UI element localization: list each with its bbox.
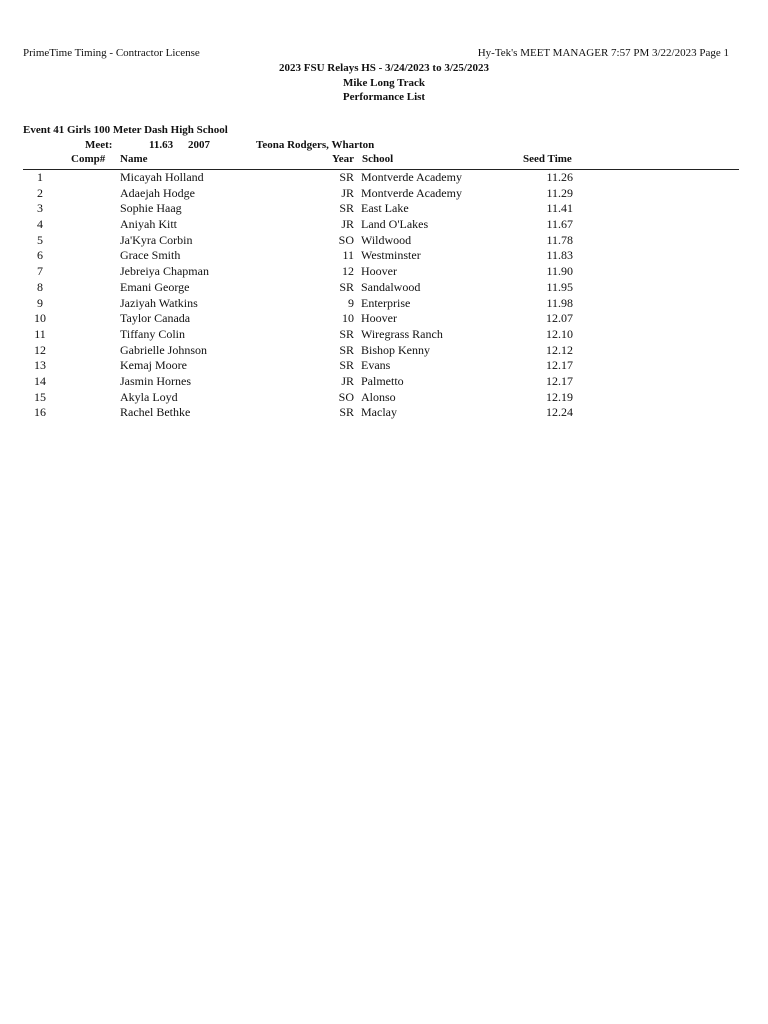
entry-year: SR	[339, 326, 354, 341]
entry-name: Ja'Kyra Corbin	[120, 232, 193, 247]
entry-comp: 13	[34, 358, 46, 373]
venue-title: Mike Long Track	[342, 77, 426, 89]
entry-seed-time: 12.24	[546, 405, 573, 420]
meet-record-holder: Teona Rodgers, Wharton	[256, 139, 375, 151]
table-row	[0, 311, 768, 327]
entry-seed-time: 12.17	[546, 373, 573, 388]
entry-name: Aniyah Kitt	[120, 217, 177, 232]
entry-seed-time: 12.19	[546, 389, 573, 404]
entry-school: Enterprise	[361, 295, 411, 310]
entry-school: Montverde Academy	[361, 170, 462, 184]
entry-year: SR	[339, 405, 354, 420]
entry-seed-time: 11.78	[546, 232, 573, 247]
entry-seed-time: 11.26	[546, 170, 573, 184]
entry-comp: 14	[34, 373, 46, 388]
entry-seed-time: 11.67	[546, 217, 573, 232]
entry-comp: 6	[37, 248, 43, 263]
entry-year: SO	[338, 232, 354, 247]
entry-school: Hoover	[361, 311, 397, 326]
entry-school: Sandalwood	[361, 279, 421, 294]
entry-name: Grace Smith	[120, 248, 181, 263]
table-row	[0, 343, 768, 359]
entry-name: Jebreiya Chapman	[120, 264, 209, 279]
entry-school: Montverde Academy	[361, 185, 462, 200]
entry-seed-time: 12.10	[546, 326, 573, 341]
entry-school: Wildwood	[361, 232, 412, 247]
entry-comp: 12	[34, 342, 46, 357]
entry-name: Tiffany Colin	[120, 326, 186, 341]
entry-school: Hoover	[361, 264, 397, 279]
table-row	[0, 233, 768, 249]
entry-seed-time: 11.95	[546, 279, 573, 294]
entry-comp: 4	[37, 217, 43, 232]
entry-name: Emani George	[120, 279, 190, 294]
entry-year: JR	[341, 185, 354, 200]
column-header-name: Name	[120, 153, 148, 165]
entry-comp: 2	[37, 185, 43, 200]
entry-school: Maclay	[361, 405, 397, 420]
entry-comp: 8	[37, 279, 43, 294]
entry-name: Sophie Haag	[120, 201, 182, 216]
entries-list	[0, 170, 768, 421]
entry-year: 10	[342, 311, 354, 326]
column-header-school: School	[362, 153, 394, 165]
entry-name: Gabrielle Johnson	[120, 342, 207, 357]
entry-year: 9	[348, 295, 354, 310]
entry-year: 11	[342, 248, 354, 263]
table-row	[0, 374, 768, 390]
entry-year: SR	[339, 358, 354, 373]
entry-seed-time: 11.29	[546, 185, 573, 200]
meet-title: 2023 FSU Relays HS - 3/24/2023 to 3/25/2023	[279, 62, 489, 74]
license-line: PrimeTime Timing - Contractor License	[23, 47, 200, 59]
entry-name: Akyla Loyd	[120, 389, 178, 404]
entry-seed-time: 11.83	[546, 248, 573, 263]
entry-school: East Lake	[361, 201, 409, 216]
entry-name: Kemaj Moore	[120, 358, 187, 373]
entry-comp: 11	[34, 326, 46, 341]
meet-record-mark: 11.63	[149, 139, 174, 151]
entry-year: SR	[339, 201, 354, 216]
entry-seed-time: 12.12	[546, 342, 573, 357]
software-timestamp-line: Hy-Tek's MEET MANAGER 7:57 PM 3/22/2023 Page 1	[477, 47, 729, 59]
entry-year: JR	[341, 373, 354, 388]
entry-comp: 16	[34, 405, 46, 420]
entry-comp: 10	[34, 311, 46, 326]
table-row	[0, 296, 768, 312]
meet-record-label: Meet:	[85, 139, 113, 151]
column-header-seed-time: Seed Time	[523, 153, 572, 165]
table-row	[0, 280, 768, 296]
table-row	[0, 390, 768, 406]
entry-school: Alonso	[361, 389, 396, 404]
table-row	[0, 264, 768, 280]
entry-year: SR	[339, 279, 354, 294]
table-row	[0, 248, 768, 264]
table-row	[0, 405, 768, 421]
event-heading: Event 41 Girls 100 Meter Dash High School	[23, 124, 228, 136]
entry-year: JR	[341, 217, 354, 232]
entry-school: Evans	[361, 358, 391, 373]
entry-year: 12	[342, 264, 354, 279]
entry-seed-time: 11.41	[546, 201, 573, 216]
entry-seed-time: 12.07	[546, 311, 573, 326]
column-header-year: Year	[332, 153, 354, 165]
meet-record-year: 2007	[188, 139, 210, 151]
table-row	[0, 217, 768, 233]
entry-seed-time: 12.17	[546, 358, 573, 373]
entry-name: Adaejah Hodge	[120, 185, 195, 200]
entry-seed-time: 11.98	[546, 295, 573, 310]
column-header-comp: Comp#	[71, 153, 106, 165]
entry-school: Palmetto	[361, 373, 404, 388]
entry-name: Taylor Canada	[120, 311, 191, 326]
entry-school: Land O'Lakes	[361, 217, 429, 232]
entry-comp: 9	[37, 295, 43, 310]
entry-name: Jaziyah Watkins	[120, 295, 198, 310]
entry-year: SO	[338, 389, 354, 404]
entry-year: SR	[339, 170, 354, 184]
entry-comp: 7	[37, 264, 43, 279]
entry-comp: 15	[34, 389, 46, 404]
report-title: Performance List	[342, 91, 426, 103]
entry-comp: 3	[37, 201, 43, 216]
entry-name: Micayah Holland	[120, 170, 204, 184]
table-row	[0, 170, 768, 186]
entry-school: Westminster	[361, 248, 421, 263]
entry-name: Jasmin Hornes	[120, 373, 191, 388]
entry-seed-time: 11.90	[546, 264, 573, 279]
table-row	[0, 201, 768, 217]
entry-name: Rachel Bethke	[120, 405, 191, 420]
entry-school: Bishop Kenny	[361, 342, 430, 357]
entry-school: Wiregrass Ranch	[361, 326, 443, 341]
entry-comp: 1	[37, 170, 43, 184]
table-row	[0, 327, 768, 343]
entry-year: SR	[339, 342, 354, 357]
table-row	[0, 358, 768, 374]
entry-comp: 5	[37, 232, 43, 247]
table-row	[0, 186, 768, 202]
